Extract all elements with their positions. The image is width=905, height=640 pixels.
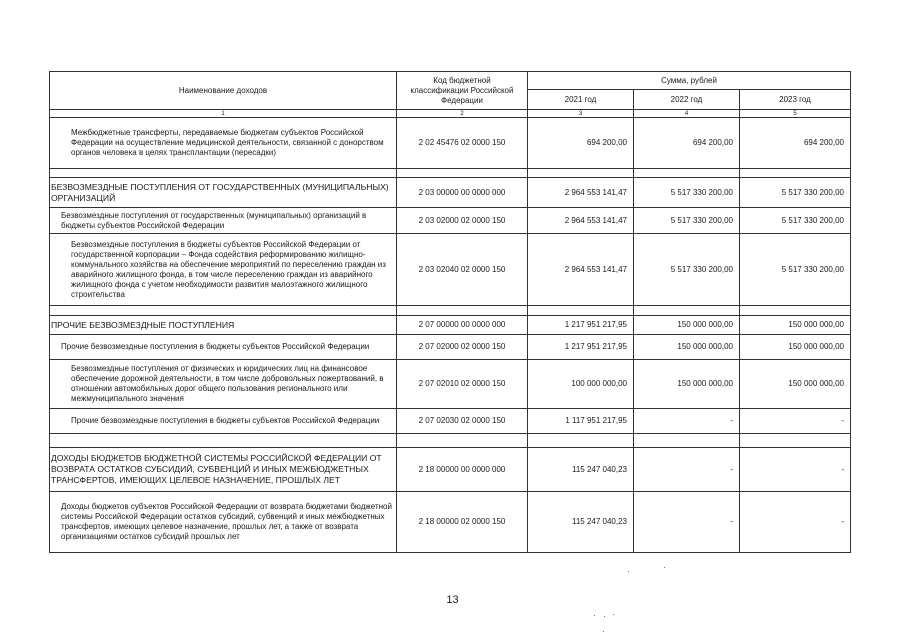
row-value-2021: 2 964 553 141,47: [564, 215, 627, 225]
row-value-2021: 115 247 040,23: [571, 517, 627, 526]
scan-speck: [603, 631, 604, 632]
header-year-2022: 2022 год: [670, 94, 703, 104]
row-name: Межбюджетные трансферты, передаваемые бюджетам субъектов Российской Федерации на осуществление медицинской деятельности, связанной с донорством органов человека в целях трансплантации (пересадки): [71, 128, 384, 157]
row-value-2023: 694 200,00: [803, 138, 844, 147]
row-value-2023: 150 000 000,00: [788, 379, 844, 388]
row-value-2022: -: [730, 464, 733, 474]
column-index: 5: [793, 110, 797, 117]
scan-speck: [594, 615, 595, 616]
row-value-2023: -: [841, 517, 844, 526]
row-name: Безвозмездные поступления от физических и юридических лиц на финансовое обеспечение дорожной деятельности, в том числе добровольных пожертвований, в отношении автомобильных дорог общего пользования регионального или межмуниципального значения: [71, 364, 384, 403]
row-value-2023: -: [841, 464, 844, 474]
revenue-table: [49, 71, 851, 552]
column-index: 2: [460, 110, 464, 117]
row-code: 2 07 02000 02 0000 150: [418, 342, 506, 351]
row-code: 2 07 02010 02 0000 150: [418, 379, 506, 388]
scan-speck: [664, 567, 665, 568]
row-code: 2 03 02040 02 0000 150: [418, 264, 506, 274]
header-name: Наименование доходов: [178, 85, 268, 95]
row-code: 2 03 00000 00 0000 000: [418, 187, 506, 197]
row-value-2023: 5 517 330 200,00: [781, 187, 844, 197]
page-number: 13: [446, 594, 459, 606]
row-value-2021: 694 200,00: [586, 138, 627, 147]
row-name: БЕЗВОЗМЕЗДНЫЕ ПОСТУПЛЕНИЯ ОТ ГОСУДАРСТВЕННЫХ (МУНИЦИПАЛЬНЫХ) ОРГАНИЗАЦИЙ: [51, 181, 389, 203]
scan-speck: [604, 616, 605, 617]
row-value-2021: 1 217 951 217,95: [564, 320, 627, 329]
row-value-2022: 150 000 000,00: [677, 342, 733, 351]
row-value-2022: -: [730, 416, 733, 425]
row-value-2021: 1 217 951 217,95: [564, 342, 627, 351]
row-code: 2 07 02030 02 0000 150: [418, 416, 506, 425]
row-value-2022: 694 200,00: [692, 138, 733, 147]
row-value-2021: 100 000 000,00: [571, 379, 627, 388]
row-value-2021: 2 964 553 141,47: [564, 264, 627, 274]
row-code: 2 03 02000 02 0000 150: [418, 215, 506, 225]
row-name: ДОХОДЫ БЮДЖЕТОВ БЮДЖЕТНОЙ СИСТЕМЫ РОССИЙСКОЙ ФЕДЕРАЦИИ ОТ ВОЗВРАТА ОСТАТКОВ СУБСИДИЙ, СУБВЕНЦИЙ И ИНЫХ МЕЖБЮДЖЕТНЫХ ТРАНСФЕРТОВ, ИМЕЮЩИХ ЦЕЛЕВОЕ НАЗНАЧЕНИЕ, ПРОШЛЫХ ЛЕТ: [51, 453, 382, 485]
header-code: Код бюджетной классификации Российской Федерации: [410, 75, 514, 105]
row-value-2022: 150 000 000,00: [677, 320, 733, 329]
row-value-2023: -: [841, 416, 844, 425]
row-name: Безвозмездные поступления в бюджеты субъектов Российской Федерации от государственной корпорации – Фонда содействия реформированию жилищно-коммунального хозяйства на обеспечение мероприятий по переселению граждан из аварийного жилищного фонда, в том числе переселению граждан из аварийного жилищного фонда с учетом необходимости развития малоэтажного жилищного строительства: [71, 239, 386, 299]
row-value-2021: 2 964 553 141,47: [564, 187, 627, 197]
row-value-2023: 5 517 330 200,00: [781, 264, 844, 274]
row-code: 2 07 00000 00 0000 000: [418, 320, 506, 329]
row-code: 2 18 00000 00 0000 000: [418, 464, 506, 474]
row-value-2022: 5 517 330 200,00: [670, 264, 733, 274]
row-value-2022: 150 000 000,00: [677, 379, 733, 388]
row-value-2021: 1 117 951 217,95: [565, 416, 627, 425]
row-value-2023: 150 000 000,00: [788, 342, 844, 351]
row-value-2022: 5 517 330 200,00: [670, 215, 733, 225]
row-name: Прочие безвозмездные поступления в бюджеты субъектов Российской Федерации: [71, 416, 380, 425]
scan-speck: [613, 614, 614, 615]
row-value-2022: 5 517 330 200,00: [670, 187, 733, 197]
header-sum: Сумма, рублей: [661, 75, 717, 85]
row-name: Прочие безвозмездные поступления в бюджеты субъектов Российской Федерации: [61, 342, 370, 351]
header-year-2023: 2023 год: [779, 94, 811, 104]
column-index: 3: [578, 110, 583, 117]
row-code: 2 18 00000 02 0000 150: [418, 517, 506, 526]
header-year-2021: 2021 год: [564, 94, 597, 104]
row-value-2023: 5 517 330 200,00: [781, 215, 844, 225]
scan-speck: [628, 571, 629, 572]
row-name: Безвозмездные поступления от государственных (муниципальных) организаций в бюджеты субъектов Российской Федерации: [61, 210, 367, 230]
row-code: 2 02 45476 02 0000 150: [418, 138, 506, 147]
column-index: 1: [221, 110, 225, 117]
row-name: ПРОЧИЕ БЕЗВОЗМЕЗДНЫЕ ПОСТУПЛЕНИЯ: [51, 319, 235, 330]
row-value-2021: 115 247 040,23: [571, 464, 627, 474]
row-name: Доходы бюджетов субъектов Российской Федерации от возврата бюджетами бюджетной системы Российской Федерации остатков субсидий, субвенций и иных межбюджетных трансфертов, имеющих целевое назначение, прошлых лет, а также от возврата организациями остатков субсидий прошлых лет: [61, 502, 392, 541]
row-value-2023: 150 000 000,00: [788, 320, 844, 329]
column-index: 4: [684, 110, 689, 117]
row-value-2022: -: [730, 517, 733, 526]
